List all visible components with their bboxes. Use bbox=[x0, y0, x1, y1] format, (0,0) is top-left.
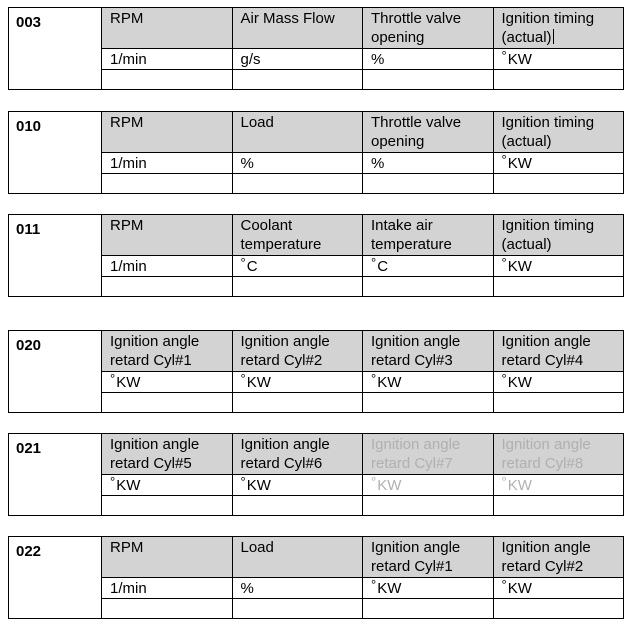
unit-cell: 1/min bbox=[102, 578, 233, 599]
unit-cell: % bbox=[363, 153, 494, 174]
degree-sign: ° bbox=[240, 371, 246, 386]
value-cell[interactable] bbox=[232, 496, 363, 516]
value-cell[interactable] bbox=[363, 496, 494, 516]
degree-sign: ° bbox=[110, 474, 116, 489]
group-number: 010 bbox=[9, 112, 102, 194]
unit-cell: °KW bbox=[232, 475, 363, 496]
column-header: Ignition angle retard Cyl#1 bbox=[363, 537, 494, 578]
degree-sign: ° bbox=[371, 255, 377, 270]
degree-sign: ° bbox=[240, 474, 246, 489]
group-number: 011 bbox=[9, 215, 102, 297]
degree-sign: ° bbox=[501, 577, 507, 592]
degree-sign: ° bbox=[371, 577, 377, 592]
group-number: 003 bbox=[9, 8, 102, 90]
degree-sign: ° bbox=[501, 371, 507, 386]
column-header: Air Mass Flow bbox=[232, 8, 363, 49]
value-cell[interactable] bbox=[363, 277, 494, 297]
unit-cell: % bbox=[363, 49, 494, 70]
column-header: RPM bbox=[102, 215, 233, 256]
measuring-block-020 bbox=[8, 330, 624, 413]
value-cell[interactable] bbox=[232, 599, 363, 619]
group-number: 022 bbox=[9, 537, 102, 619]
degree-sign: ° bbox=[501, 48, 507, 63]
degree-sign: ° bbox=[501, 255, 507, 270]
unit-cell: °KW bbox=[493, 578, 624, 599]
value-cell[interactable] bbox=[102, 496, 233, 516]
degree-sign: ° bbox=[371, 371, 377, 386]
value-cell[interactable] bbox=[363, 174, 494, 194]
column-header: Load bbox=[232, 112, 363, 153]
value-cell[interactable] bbox=[102, 277, 233, 297]
column-header: Ignition angle retard Cyl#1 bbox=[102, 331, 233, 372]
value-cell[interactable] bbox=[102, 393, 233, 413]
unit-cell: °C bbox=[363, 256, 494, 277]
degree-sign: ° bbox=[110, 371, 116, 386]
value-cell[interactable] bbox=[493, 496, 624, 516]
text-cursor bbox=[553, 29, 554, 44]
value-cell[interactable] bbox=[493, 393, 624, 413]
value-cell[interactable] bbox=[232, 277, 363, 297]
value-cell[interactable] bbox=[493, 70, 624, 90]
column-header: Coolant temperature bbox=[232, 215, 363, 256]
column-header: Ignition timing (actual) bbox=[493, 112, 624, 153]
column-header: Ignition timing (actual) bbox=[493, 8, 624, 49]
column-header: Ignition angle retard Cyl#3 bbox=[363, 331, 494, 372]
value-cell[interactable] bbox=[232, 393, 363, 413]
value-cell[interactable] bbox=[232, 174, 363, 194]
unit-cell: °KW bbox=[493, 372, 624, 393]
unit-cell: °KW bbox=[363, 578, 494, 599]
group-number: 021 bbox=[9, 434, 102, 516]
column-header: Intake air temperature bbox=[363, 215, 494, 256]
unit-cell: °KW bbox=[102, 475, 233, 496]
unit-cell: °KW bbox=[363, 372, 494, 393]
value-cell[interactable] bbox=[363, 393, 494, 413]
column-header: Ignition timing (actual) bbox=[493, 215, 624, 256]
column-header: Ignition angle retard Cyl#4 bbox=[493, 331, 624, 372]
measuring-block-022 bbox=[8, 536, 624, 619]
column-header: Throttle valve opening bbox=[363, 8, 494, 49]
unit-cell: °C bbox=[232, 256, 363, 277]
degree-sign: ° bbox=[371, 474, 377, 489]
unit-cell: 1/min bbox=[102, 153, 233, 174]
measuring-block-021 bbox=[8, 433, 624, 516]
column-header-disabled: Ignition angle retard Cyl#7 bbox=[363, 434, 494, 475]
degree-sign: ° bbox=[240, 255, 246, 270]
unit-cell: 1/min bbox=[102, 49, 233, 70]
group-number: 020 bbox=[9, 331, 102, 413]
degree-sign: ° bbox=[501, 474, 507, 489]
value-cell[interactable] bbox=[232, 70, 363, 90]
value-cell[interactable] bbox=[102, 70, 233, 90]
column-header: Load bbox=[232, 537, 363, 578]
column-header: RPM bbox=[102, 112, 233, 153]
unit-cell-disabled: °KW bbox=[363, 475, 494, 496]
degree-sign: ° bbox=[501, 152, 507, 167]
unit-cell-disabled: °KW bbox=[493, 475, 624, 496]
value-cell[interactable] bbox=[493, 599, 624, 619]
column-header: RPM bbox=[102, 8, 233, 49]
unit-cell: 1/min bbox=[102, 256, 233, 277]
value-cell[interactable] bbox=[493, 277, 624, 297]
unit-cell: °KW bbox=[493, 256, 624, 277]
column-header: Ignition angle retard Cyl#5 bbox=[102, 434, 233, 475]
unit-cell: % bbox=[232, 578, 363, 599]
measuring-block-011 bbox=[8, 214, 624, 297]
value-cell[interactable] bbox=[363, 70, 494, 90]
column-header: RPM bbox=[102, 537, 233, 578]
measuring-block-010 bbox=[8, 111, 624, 194]
unit-cell: g/s bbox=[232, 49, 363, 70]
value-cell[interactable] bbox=[363, 599, 494, 619]
value-cell[interactable] bbox=[102, 599, 233, 619]
column-header: Throttle valve opening bbox=[363, 112, 494, 153]
unit-cell: °KW bbox=[232, 372, 363, 393]
unit-cell: °KW bbox=[102, 372, 233, 393]
column-header: Ignition angle retard Cyl#2 bbox=[232, 331, 363, 372]
unit-cell: % bbox=[232, 153, 363, 174]
column-header-disabled: Ignition angle retard Cyl#8 bbox=[493, 434, 624, 475]
unit-cell: °KW bbox=[493, 153, 624, 174]
column-header: Ignition angle retard Cyl#2 bbox=[493, 537, 624, 578]
column-header: Ignition angle retard Cyl#6 bbox=[232, 434, 363, 475]
measuring-block-003 bbox=[8, 7, 624, 90]
unit-cell: °KW bbox=[493, 49, 624, 70]
value-cell[interactable] bbox=[493, 174, 624, 194]
value-cell[interactable] bbox=[102, 174, 233, 194]
